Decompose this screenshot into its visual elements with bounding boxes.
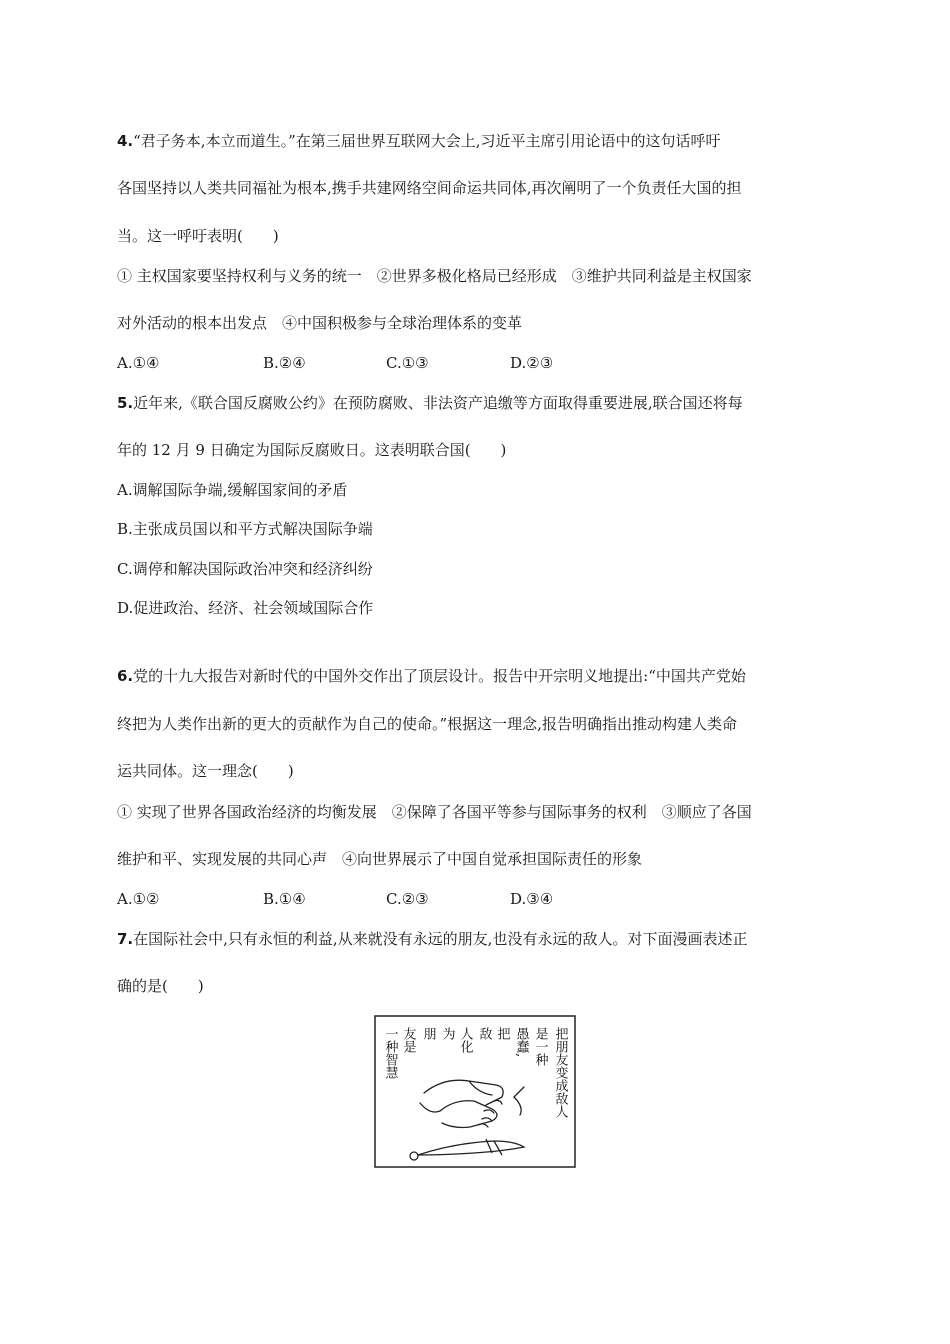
q4-options	[117, 353, 817, 373]
q4-statement-2: 对外活动的根本出发点 ④中国积极参与全球治理体系的变革	[117, 314, 523, 332]
q4-option-a[interactable]: A.①④	[117, 354, 160, 372]
q5-line-2: 年的 12 月 9 日确定为国际反腐败日。这表明联合国( )	[117, 441, 507, 459]
q5-option-a[interactable]: A.调解国际争端,缓解国家间的矛盾	[117, 481, 348, 499]
q7-line-1: 7.在国际社会中,只有永恒的利益,从来就没有永远的朋友,也没有永远的敌人。对下面漫画表述正	[117, 930, 748, 948]
q7-number: 7.	[117, 930, 134, 948]
q7-line-2: 确的是( )	[117, 977, 204, 995]
q6-option-d[interactable]: D.③④	[510, 890, 554, 908]
q4-option-c[interactable]: C.①③	[386, 354, 429, 372]
q4-line-1: 4.“君子务本,本立而道生。”在第三届世界互联网大会上,习近平主席引用论语中的这句话呼吁	[117, 132, 721, 150]
cartoon-col-1: 一种智慧	[382, 1027, 398, 1079]
cartoon-col-8: 愚蠢,	[513, 1027, 529, 1058]
q6-option-c[interactable]: C.②③	[386, 890, 429, 908]
q6-line-3: 运共同体。这一理念( )	[117, 762, 294, 780]
q4-option-d[interactable]: D.②③	[510, 354, 554, 372]
q5-number: 5.	[117, 394, 134, 412]
q4-number: 4.	[117, 132, 134, 150]
cartoon-col-4: 为	[439, 1027, 455, 1040]
handshake-cartoon	[374, 1015, 576, 1168]
q6-line-1: 6.党的十九大报告对新时代的中国外交作出了顶层设计。报告中开宗明义地提出:“中国共产党始	[117, 667, 746, 685]
q4-line-2: 各国坚持以人类共同福祉为根本,携手共建网络空间命运共同体,再次阐明了一个负责任大国的担	[117, 179, 742, 197]
q6-statement-1: ① 实现了世界各国政治经济的均衡发展 ②保障了各国平等参与国际事务的权利 ③顺应了各国	[117, 803, 752, 821]
q6-option-a[interactable]: A.①②	[117, 890, 160, 908]
cartoon-col-6: 敌	[476, 1027, 492, 1040]
q5-option-c[interactable]: C.调停和解决国际政治冲突和经济纠纷	[117, 560, 373, 578]
q6-line-2: 终把为人类作出新的更大的贡献作为自己的使命。”根据这一理念,报告明确指出推动构建人类命	[117, 715, 737, 733]
q6-number: 6.	[117, 667, 134, 685]
cartoon-col-10: 把朋友变成敌人	[552, 1027, 568, 1118]
q6-options	[117, 889, 817, 909]
q5-line-1: 5.近年来,《联合国反腐败公约》在预防腐败、非法资产追缴等方面取得重要进展,联合国还将每	[117, 394, 743, 412]
cartoon-col-7: 把	[494, 1027, 510, 1040]
q5-option-b[interactable]: B.主张成员国以和平方式解决国际争端	[117, 520, 373, 538]
q5-option-d[interactable]: D.促进政治、经济、社会领域国际合作	[117, 599, 374, 617]
cartoon-col-2: 友是	[400, 1027, 416, 1053]
q4-option-b[interactable]: B.②④	[263, 354, 306, 372]
q4-line-3: 当。这一呼吁表明( )	[117, 227, 279, 245]
q4-statement-1: ① 主权国家要坚持权利与义务的统一 ②世界多极化格局已经形成 ③维护共同利益是主权国家	[117, 267, 752, 285]
cartoon-col-5: 人化	[457, 1027, 473, 1053]
cartoon-col-9: 是一种	[532, 1027, 548, 1066]
q6-statement-2: 维护和平、实现发展的共同心声 ④向世界展示了中国自觉承担国际责任的形象	[117, 850, 643, 868]
q6-option-b[interactable]: B.①④	[263, 890, 306, 908]
cartoon-col-3: 朋	[420, 1027, 436, 1040]
